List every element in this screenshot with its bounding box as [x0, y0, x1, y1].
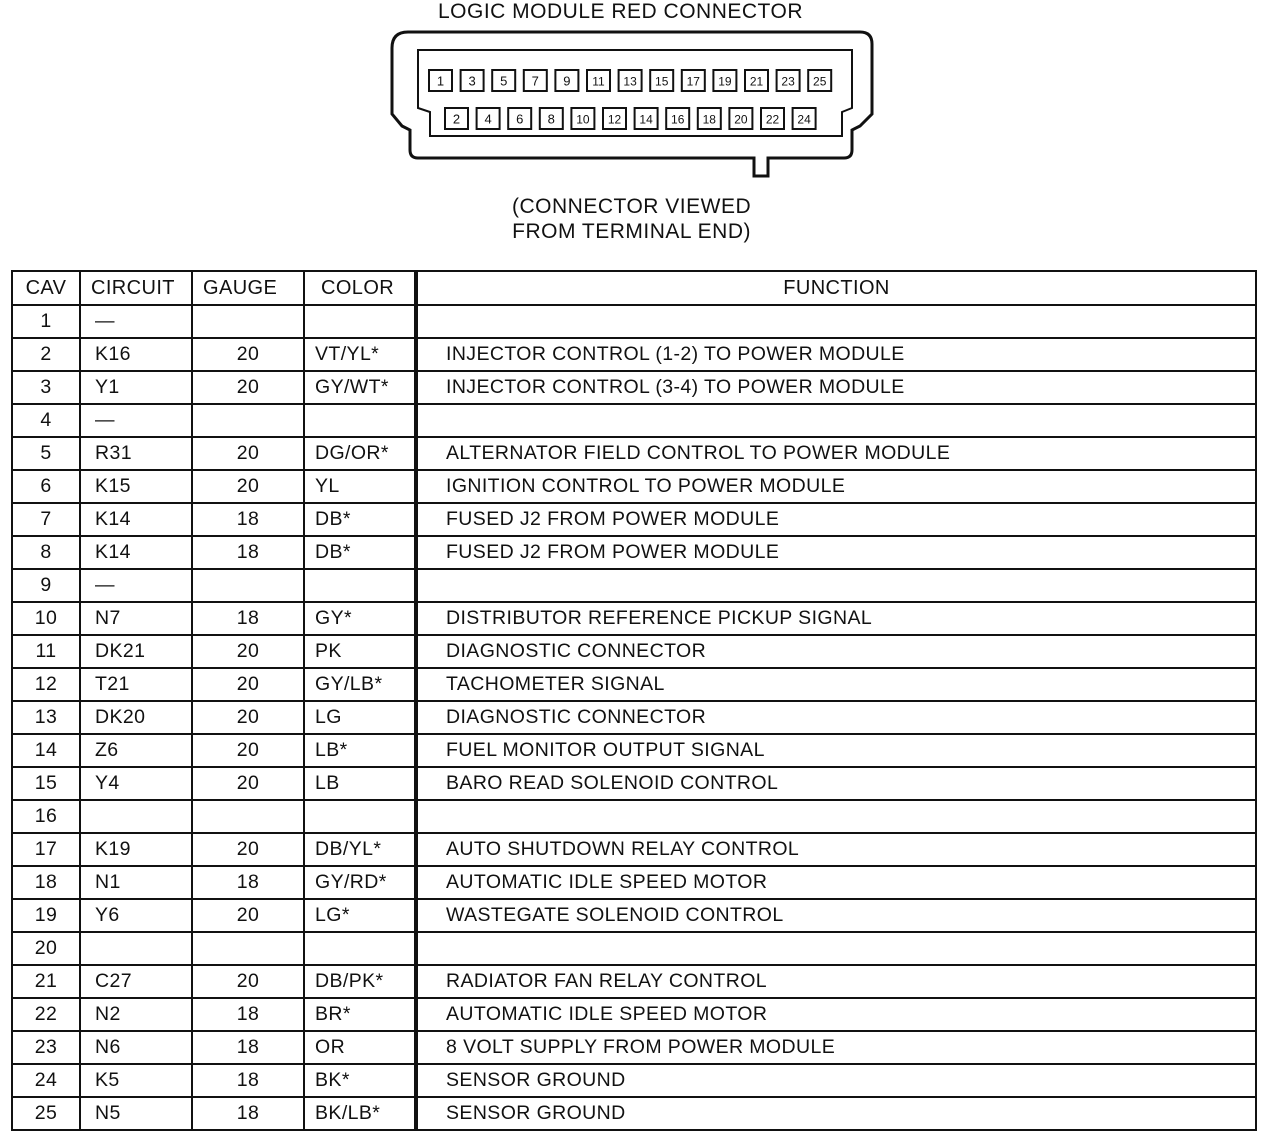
cell-color: GY/WT* [304, 371, 416, 404]
cell-gauge: 18 [192, 1097, 304, 1130]
cell-color: OR [304, 1031, 416, 1064]
pin-cavity [524, 70, 547, 91]
caption-line-1: (CONNECTOR VIEWED [512, 195, 752, 218]
pin-number: 10 [576, 112, 590, 127]
table-row [12, 503, 1256, 536]
caption-line-2: FROM TERMINAL END) [512, 220, 751, 243]
cell-cav: 3 [12, 371, 80, 404]
table-row [12, 965, 1256, 998]
cell-cav: 15 [12, 767, 80, 800]
cell-function: DIAGNOSTIC CONNECTOR [416, 701, 1256, 734]
cell-function: INJECTOR CONTROL (1-2) TO POWER MODULE [416, 338, 1256, 371]
cell-color [304, 404, 416, 437]
table-row [12, 833, 1256, 866]
cell-cav: 19 [12, 899, 80, 932]
cell-function: ALTERNATOR FIELD CONTROL TO POWER MODULE [416, 437, 1256, 470]
cell-cav: 21 [12, 965, 80, 998]
cell-gauge: 18 [192, 503, 304, 536]
cell-cav: 24 [12, 1064, 80, 1097]
pin-cavity [666, 108, 689, 129]
header-circuit: CIRCUIT [80, 271, 192, 305]
cell-cav: 8 [12, 536, 80, 569]
cell-gauge: 20 [192, 899, 304, 932]
cell-function: DISTRIBUTOR REFERENCE PICKUP SIGNAL [416, 602, 1256, 635]
cell-color: DB/PK* [304, 965, 416, 998]
table-row [12, 635, 1256, 668]
cell-circuit: R31 [80, 437, 192, 470]
cell-color: YL [304, 470, 416, 503]
cell-circuit: Y1 [80, 371, 192, 404]
table-row [12, 734, 1256, 767]
table-row [12, 701, 1256, 734]
cell-function: FUEL MONITOR OUTPUT SIGNAL [416, 734, 1256, 767]
table-header-row [12, 271, 1256, 305]
cell-color: BK* [304, 1064, 416, 1097]
table-row [12, 536, 1256, 569]
cell-circuit: K14 [80, 503, 192, 536]
cell-gauge [192, 932, 304, 965]
pin-cavity [729, 108, 752, 129]
cell-function: 8 VOLT SUPPLY FROM POWER MODULE [416, 1031, 1256, 1064]
cell-gauge: 18 [192, 536, 304, 569]
pin-number: 22 [765, 112, 780, 127]
cell-circuit: N2 [80, 998, 192, 1031]
table-row [12, 932, 1256, 965]
table-row [12, 404, 1256, 437]
pin-cavity [698, 108, 721, 129]
cell-circuit: Y4 [80, 767, 192, 800]
cell-circuit: DK21 [80, 635, 192, 668]
table-row [12, 866, 1256, 899]
cell-cav: 12 [12, 668, 80, 701]
cell-circuit: — [80, 305, 192, 338]
cell-gauge [192, 569, 304, 602]
cell-function: INJECTOR CONTROL (3-4) TO POWER MODULE [416, 371, 1256, 404]
cell-color: LG [304, 701, 416, 734]
cell-function: SENSOR GROUND [416, 1064, 1256, 1097]
cell-circuit: N1 [80, 866, 192, 899]
cell-gauge: 20 [192, 437, 304, 470]
cell-gauge: 20 [192, 338, 304, 371]
table-row [12, 1097, 1256, 1130]
pin-number: 3 [468, 73, 476, 89]
cell-gauge: 20 [192, 833, 304, 866]
pin-cavity [777, 70, 800, 91]
table-row [12, 1064, 1256, 1097]
cell-color: DB* [304, 503, 416, 536]
cell-color: GY* [304, 602, 416, 635]
pin-number: 20 [734, 112, 748, 127]
cell-color: GY/LB* [304, 668, 416, 701]
pin-cavity [540, 108, 563, 129]
pin-number: 1 [436, 73, 445, 89]
cell-function [416, 932, 1256, 965]
cell-cav: 9 [12, 569, 80, 602]
table-row [12, 569, 1256, 602]
cell-gauge: 18 [192, 602, 304, 635]
pin-cavity [713, 70, 736, 91]
pin-number: 8 [547, 111, 555, 127]
cell-cav: 22 [12, 998, 80, 1031]
pin-cavity [477, 108, 500, 129]
table-row [12, 668, 1256, 701]
pins-top-row [429, 70, 831, 91]
pin-number: 15 [655, 74, 669, 89]
cell-cav: 25 [12, 1097, 80, 1130]
cell-gauge: 18 [192, 1064, 304, 1097]
cell-cav: 23 [12, 1031, 80, 1064]
cell-color: BR* [304, 998, 416, 1031]
cell-gauge: 20 [192, 371, 304, 404]
pins-bottom-row [445, 108, 816, 129]
cell-color: VT/YL* [304, 338, 416, 371]
connector-title: LOGIC MODULE RED CONNECTOR [438, 0, 803, 23]
pin-number: 13 [623, 74, 637, 89]
pin-cavity [761, 108, 784, 129]
cell-circuit: K19 [80, 833, 192, 866]
cell-color [304, 305, 416, 338]
cell-cav: 6 [12, 470, 80, 503]
cell-color: BK/LB* [304, 1097, 416, 1130]
pin-number: 23 [781, 74, 795, 89]
pin-number: 24 [797, 112, 811, 127]
cell-function: TACHOMETER SIGNAL [416, 668, 1256, 701]
cell-cav: 1 [12, 305, 80, 338]
cell-circuit [80, 932, 192, 965]
cell-color [304, 569, 416, 602]
pin-cavity [429, 70, 452, 91]
table-row [12, 899, 1256, 932]
cell-gauge [192, 305, 304, 338]
cell-gauge: 20 [192, 668, 304, 701]
cell-function: RADIATOR FAN RELAY CONTROL [416, 965, 1256, 998]
cell-color: LB* [304, 734, 416, 767]
cell-gauge: 20 [192, 470, 304, 503]
cell-circuit: Z6 [80, 734, 192, 767]
table-row [12, 767, 1256, 800]
cell-function: BARO READ SOLENOID CONTROL [416, 767, 1256, 800]
header-gauge: GAUGE [192, 271, 304, 305]
cell-gauge: 18 [192, 998, 304, 1031]
cell-gauge: 20 [192, 635, 304, 668]
cell-cav: 20 [12, 932, 80, 965]
cell-function: AUTO SHUTDOWN RELAY CONTROL [416, 833, 1256, 866]
pin-cavity [682, 70, 705, 91]
header-function: FUNCTION [416, 271, 1256, 305]
cell-gauge: 20 [192, 701, 304, 734]
table-row [12, 437, 1256, 470]
cell-function: AUTOMATIC IDLE SPEED MOTOR [416, 998, 1256, 1031]
cell-function: FUSED J2 FROM POWER MODULE [416, 503, 1256, 536]
pin-cavity [650, 70, 673, 91]
table-row [12, 305, 1256, 338]
pin-cavity [603, 108, 626, 129]
cell-gauge: 18 [192, 866, 304, 899]
cell-function: IGNITION CONTROL TO POWER MODULE [416, 470, 1256, 503]
cell-cav: 7 [12, 503, 80, 536]
cell-color: GY/RD* [304, 866, 416, 899]
connector-diagram [0, 0, 1264, 190]
connector-view-caption [512, 194, 751, 244]
cell-circuit: N5 [80, 1097, 192, 1130]
cell-color: LB [304, 767, 416, 800]
cell-circuit: K14 [80, 536, 192, 569]
pin-cavity [745, 70, 768, 91]
pin-number: 16 [671, 112, 685, 127]
cell-circuit: — [80, 404, 192, 437]
cell-color: DB/YL* [304, 833, 416, 866]
cell-circuit: T21 [80, 668, 192, 701]
pin-cavity [587, 70, 610, 91]
connector-housing-outline [392, 32, 872, 176]
pin-cavity [793, 108, 816, 129]
cell-color: PK [304, 635, 416, 668]
cell-cav: 4 [12, 404, 80, 437]
cell-gauge: 20 [192, 734, 304, 767]
cell-cav: 14 [12, 734, 80, 767]
pin-cavity [508, 108, 531, 129]
cell-function [416, 569, 1256, 602]
cell-cav: 5 [12, 437, 80, 470]
cell-gauge: 18 [192, 1031, 304, 1064]
cell-function: WASTEGATE SOLENOID CONTROL [416, 899, 1256, 932]
table-row [12, 338, 1256, 371]
pin-cavity [808, 70, 831, 91]
pin-cavity [461, 70, 484, 91]
table-row [12, 470, 1256, 503]
cell-cav: 10 [12, 602, 80, 635]
cell-function: SENSOR GROUND [416, 1097, 1256, 1130]
header-color: COLOR [304, 271, 416, 305]
cell-cav: 17 [12, 833, 80, 866]
cell-color [304, 932, 416, 965]
cell-function: DIAGNOSTIC CONNECTOR [416, 635, 1256, 668]
cell-cav: 13 [12, 701, 80, 734]
pin-cavity [571, 108, 594, 129]
table-row [12, 998, 1256, 1031]
pin-number: 5 [500, 73, 508, 89]
cell-gauge [192, 404, 304, 437]
pin-cavity [555, 70, 578, 91]
pinout-table [11, 270, 1257, 1131]
pin-number: 9 [563, 73, 571, 89]
cell-circuit: Y6 [80, 899, 192, 932]
pin-number: 6 [516, 111, 524, 127]
table-row [12, 800, 1256, 833]
cell-cav: 18 [12, 866, 80, 899]
cell-color: DB* [304, 536, 416, 569]
cell-function: AUTOMATIC IDLE SPEED MOTOR [416, 866, 1256, 899]
cell-circuit: K5 [80, 1064, 192, 1097]
cell-circuit: C27 [80, 965, 192, 998]
cell-circuit: K15 [80, 470, 192, 503]
cell-color: DG/OR* [304, 437, 416, 470]
cell-color [304, 800, 416, 833]
cell-cav: 16 [12, 800, 80, 833]
cell-color: LG* [304, 899, 416, 932]
header-cav: CAV [12, 271, 80, 305]
cell-circuit: N6 [80, 1031, 192, 1064]
pin-number: 12 [607, 112, 622, 127]
cell-gauge: 20 [192, 965, 304, 998]
pin-number: 11 [592, 74, 605, 89]
pin-number: 17 [686, 74, 700, 89]
pin-cavity [492, 70, 515, 91]
cell-gauge: 20 [192, 767, 304, 800]
cell-function [416, 305, 1256, 338]
cell-circuit: — [80, 569, 192, 602]
table-row [12, 371, 1256, 404]
pin-number: 2 [452, 111, 461, 127]
pin-cavity [635, 108, 658, 129]
cell-cav: 2 [12, 338, 80, 371]
cell-function [416, 800, 1256, 833]
pin-cavity [619, 70, 642, 91]
cell-circuit: N7 [80, 602, 192, 635]
cell-cav: 11 [12, 635, 80, 668]
cell-gauge [192, 800, 304, 833]
pin-number: 25 [813, 74, 827, 89]
pin-number: 18 [702, 112, 716, 127]
pin-number: 7 [531, 73, 539, 89]
cell-circuit: DK20 [80, 701, 192, 734]
table-row [12, 602, 1256, 635]
cell-circuit: K16 [80, 338, 192, 371]
pin-number: 14 [639, 112, 653, 127]
pin-number: 21 [749, 74, 764, 89]
pin-cavity [445, 108, 468, 129]
cell-function: FUSED J2 FROM POWER MODULE [416, 536, 1256, 569]
cell-circuit [80, 800, 192, 833]
cell-function [416, 404, 1256, 437]
table-row [12, 1031, 1256, 1064]
pin-number: 19 [718, 74, 732, 89]
pin-number: 4 [484, 111, 492, 127]
